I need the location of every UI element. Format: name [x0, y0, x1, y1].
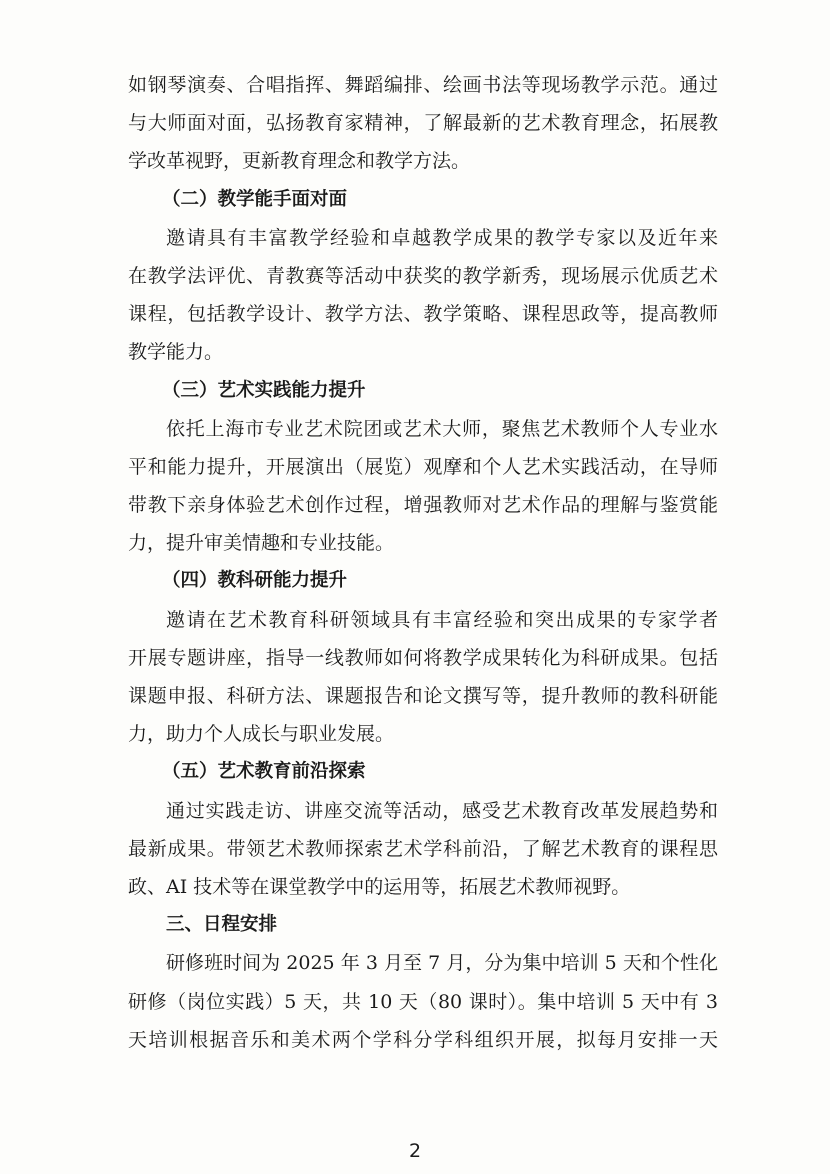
paragraph	[128, 66, 718, 181]
paragraph-line: 平和能力提升，开展演出（展览）观摩和个人艺术实践活动，在导师	[128, 455, 718, 478]
paragraph-line: 教学能力。	[128, 341, 224, 364]
paragraph	[128, 601, 718, 754]
paragraph	[128, 944, 718, 1059]
paragraph-line: 邀请具有丰富教学经验和卓越教学成果的教学专家以及近年来	[166, 226, 718, 249]
paragraph-line: 研修（岗位实践）5 天，共 10 天（80 课时）。集中培训 5 天中有 3	[128, 990, 718, 1013]
paragraph-line: 课程，包括教学设计、教学方法、教学策略、课程思政等，提高教师	[128, 303, 718, 326]
subsection-heading: （二）教学能手面对面	[162, 188, 348, 210]
paragraph-line: 邀请在艺术教育科研领域具有丰富经验和突出成果的专家学者	[166, 608, 718, 631]
paragraph-line: 开展专题讲座，指导一线教师如何将教学成果转化为科研成果。包括	[128, 646, 718, 669]
paragraph-line: 在教学法评优、青教赛等活动中获奖的教学新秀，现场展示优质艺术	[128, 264, 718, 287]
paragraph-line: 与大师面对面，弘扬教育家精神，了解最新的艺术教育理念，拓展教	[128, 112, 718, 135]
subsection-heading: （四）教科研能力提升	[162, 570, 348, 592]
paragraph-line: 学改革视野，更新教育理念和教学方法。	[128, 150, 471, 173]
subsection-heading: （三）艺术实践能力提升	[162, 379, 366, 401]
paragraph	[128, 219, 718, 372]
paragraph-line: 力，助力个人成长与职业发展。	[128, 723, 395, 746]
document-body	[128, 66, 718, 1059]
paragraph-line: 课题申报、科研方法、课题报告和论文撰写等，提升教师的教科研能	[128, 685, 718, 707]
paragraph	[128, 792, 718, 907]
paragraph-line: 带教下亲身体验艺术创作过程，增强教师对艺术作品的理解与鉴赏能	[128, 494, 718, 517]
paragraph-line: 通过实践走访、讲座交流等活动，感受艺术教育改革发展趋势和	[166, 799, 718, 822]
paragraph-line: 研修班时间为 2025 年 3 月至 7 月，分为集中培训 5 天和个性化	[166, 952, 718, 975]
paragraph-line: 政、AI 技术等在课堂教学中的运用等，拓展艺术教师视野。	[128, 875, 631, 898]
page-number: 2	[408, 1140, 422, 1162]
paragraph-line: 最新成果。带领艺术教师探索艺术学科前沿，了解艺术教育的课程思	[128, 837, 718, 860]
paragraph-line: 如钢琴演奏、合唱指挥、舞蹈编排、绘画书法等现场教学示范。通过	[128, 74, 718, 96]
paragraph-line: 天培训根据音乐和美术两个学科分学科组织开展，拟每月安排一天	[128, 1028, 718, 1051]
paragraph-line: 力，提升审美情趣和专业技能。	[128, 532, 395, 555]
section-heading: 三、日程安排	[166, 914, 278, 936]
paragraph-line: 依托上海市专业艺术院团或艺术大师，聚焦艺术教师个人专业水	[166, 417, 718, 440]
paragraph	[128, 410, 718, 563]
subsection-heading: （五）艺术教育前沿探索	[162, 761, 366, 783]
